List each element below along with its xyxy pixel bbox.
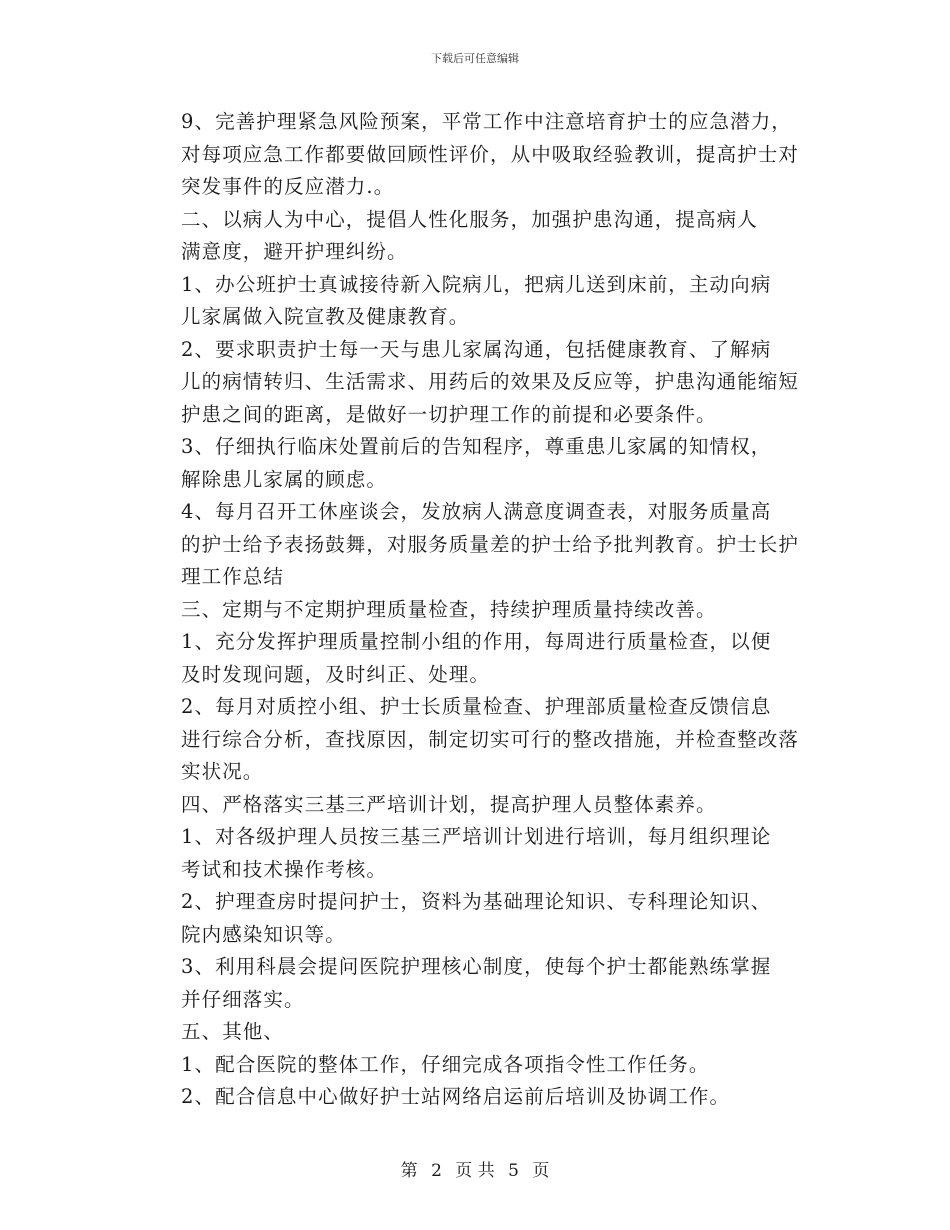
text-line: 2、护理查房时提问护士，资料为基础理论知识、专科理论知识、 [181, 890, 772, 913]
paragraph [142, 951, 832, 1016]
paragraph [142, 626, 832, 691]
footer-prefix: 第 [400, 1161, 418, 1181]
text-line: 理工作总结 [181, 565, 285, 588]
text-line: 2、配合信息中心做好护士站网络启运前后培训及协调工作。 [181, 1085, 731, 1108]
document-body [142, 106, 832, 1114]
text-line: 院内感染知识等。 [181, 922, 346, 946]
paragraph [142, 886, 832, 951]
paragraph [142, 431, 832, 496]
text-line: 对每项应急工作都要做回顾性评价，从中吸取经验教训，提高护士对 [181, 142, 800, 166]
paragraph [142, 821, 832, 886]
text-line: 1、对各级护理人员按三基三严培训计划进行培训，每月组织理论 [181, 825, 772, 848]
footer-suffix: 页 [532, 1161, 550, 1181]
text-line: 3、利用科晨会提问医院护理核心制度，使每个护士都能熟练掌握 [181, 955, 772, 978]
text-line: 二、以病人为中心，提倡人性化服务，加强护患沟通，提高病人 [181, 207, 758, 231]
footer-mid: 页 共 [455, 1161, 495, 1181]
paragraph [142, 1049, 832, 1082]
page-header: 下载后可任意编辑 [431, 52, 519, 65]
text-line: 护患之间的距离，是做好一切护理工作的前提和必要条件。 [181, 402, 717, 426]
text-line: 9、完善护理紧急风险预案，平常工作中注意培育护士的应急潜力， [181, 110, 792, 133]
section-heading [142, 789, 832, 822]
section-heading [142, 594, 832, 627]
section-heading [142, 1016, 832, 1049]
page-footer [0, 1156, 950, 1181]
text-line: 2、要求职责护士每一天与患儿家属沟通，包括健康教育、了解病 [181, 337, 772, 361]
text-line: 1、充分发挥护理质量控制小组的作用，每周进行质量检查，以便 [181, 630, 772, 653]
text-line: 1、办公班护士真诚接待新入院病儿，把病儿送到床前，主动向病 [181, 272, 772, 296]
text-line: 解除患儿家属的顾虑。 [181, 467, 388, 491]
paragraph [142, 1081, 832, 1114]
text-line: 满意度，避开护理纠纷。 [181, 240, 408, 263]
text-line: 五、其他、 [181, 1020, 285, 1043]
text-line: 进行综合分析，查找原因，制定切实可行的整改措施，并检查整改落 [181, 727, 800, 751]
paragraph [142, 269, 832, 334]
text-line: 并仔细落实。 [181, 987, 305, 1011]
text-line: 实状况。 [181, 760, 264, 783]
text-line: 四、严格落实三基三严培训计划，提高护理人员整体素养。 [181, 792, 717, 816]
text-line: 考试和技术操作考核。 [181, 857, 388, 881]
text-line: 4、每月召开工休座谈会，发放病人满意度调查表，对服务质量高 [181, 500, 772, 523]
total-page-count: 5 [508, 1161, 519, 1181]
paragraph [142, 496, 832, 594]
paragraph [142, 334, 832, 432]
text-line: 3、仔细执行临床处置前后的告知程序，尊重患儿家属的知情权， [181, 435, 772, 458]
current-page-number: 2 [431, 1161, 442, 1181]
text-line: 2、每月对质控小组、护士长质量检查、护理部质量检查反馈信息 [181, 695, 772, 718]
text-line: 及时发现问题，及时纠正、处理。 [181, 662, 491, 686]
text-line: 1、配合医院的整体工作，仔细完成各项指令性工作任务。 [181, 1052, 710, 1076]
text-line: 三、定期与不定期护理质量检查，持续护理质量持续改善。 [181, 597, 717, 621]
text-line: 儿的病情转归、生活需求、用药后的效果及反应等，护患沟通能缩短 [181, 370, 800, 393]
text-line: 突发事件的反应潜力.。 [181, 175, 395, 198]
paragraph [142, 106, 832, 204]
text-line: 儿家属做入院宣教及健康教育。 [181, 305, 470, 328]
paragraph [142, 691, 832, 789]
section-heading [142, 204, 832, 269]
text-line: 的护士给予表扬鼓舞，对服务质量差的护士给予批判教育。护士长护 [181, 532, 800, 556]
